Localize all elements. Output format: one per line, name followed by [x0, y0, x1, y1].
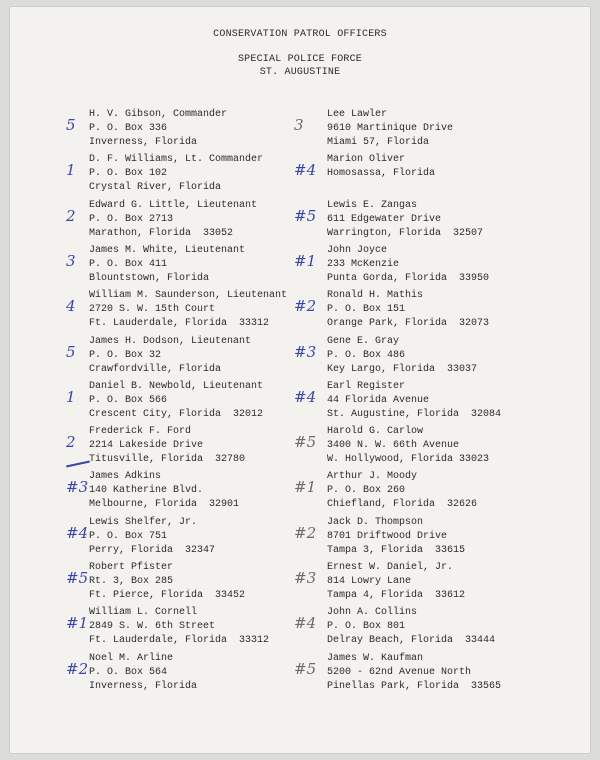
handwritten-group-number: 5 — [66, 343, 76, 361]
officer-address-line: Homosassa, Florida — [327, 168, 436, 179]
officer-name: James M. White, Lieutenant — [89, 245, 246, 256]
officer-address-line: Crawfordville, Florida — [89, 364, 222, 375]
officer-name: William L. Cornell — [89, 607, 198, 618]
officer-entry — [327, 470, 577, 512]
officer-name: Ernest W. Daniel, Jr. — [327, 562, 454, 573]
officer-address-line: Ft. Pierce, Florida 33452 — [89, 590, 246, 601]
handwritten-group-number: 3 — [294, 116, 304, 134]
officer-name: Edward G. Little, Lieutenant — [89, 200, 258, 211]
handwritten-group-number: #5 — [294, 660, 317, 678]
officer-address-line: P. O. Box 32 — [89, 350, 162, 361]
officer-address-line: 8701 Driftwood Drive — [327, 531, 448, 542]
officer-name: Earl Register — [327, 381, 406, 392]
document-subtitle-line2: ST. AUGUSTINE — [259, 67, 341, 78]
handwritten-group-number: #5 — [66, 569, 89, 587]
officer-name: Marion Oliver — [327, 154, 406, 165]
officer-address-line: Pinellas Park, Florida 33565 — [327, 681, 502, 692]
handwritten-group-number: #4 — [294, 161, 317, 179]
officer-address-line: P. O. Box 801 — [327, 621, 406, 632]
officer-address-line: 2214 Lakeside Drive — [89, 440, 204, 451]
officer-address-line: P. O. Box 2713 — [89, 214, 174, 225]
officer-name: Jack D. Thompson — [327, 517, 424, 528]
officer-name: James W. Kaufman — [327, 653, 424, 664]
officer-entry — [327, 425, 577, 467]
officer-address-line: P. O. Box 151 — [327, 304, 406, 315]
officer-address-line: Inverness, Florida — [89, 681, 198, 692]
officer-address-line: Rt. 3, Box 285 — [89, 576, 174, 587]
officer-address-line: 611 Edgewater Drive — [327, 214, 442, 225]
officer-address-line: P. O. Box 564 — [89, 667, 168, 678]
officer-address-line: 5200 - 62nd Avenue North — [327, 667, 472, 678]
officer-address-line: Chiefland, Florida 32626 — [327, 499, 478, 510]
officer-address-line: 140 Katherine Blvd. — [89, 485, 204, 496]
officer-address-line — [327, 181, 577, 195]
officer-address-line: Blountstown, Florida — [89, 273, 210, 284]
officer-address-line: Ft. Lauderdale, Florida 33312 — [89, 635, 270, 646]
officer-name: James H. Dodson, Lieutenant — [89, 336, 252, 347]
handwritten-group-number: #3 — [66, 478, 89, 496]
officer-name: Robert Pfister — [89, 562, 174, 573]
officer-address-line: Inverness, Florida — [89, 137, 198, 148]
handwritten-group-number: 1 — [66, 388, 76, 406]
officer-name: Gene E. Gray — [327, 336, 400, 347]
handwritten-group-number: #5 — [294, 433, 317, 451]
officer-address-line: P. O. Box 260 — [327, 485, 406, 496]
handwritten-group-number: 2 — [66, 207, 76, 225]
officer-address-line: Titusville, Florida 32780 — [89, 454, 246, 465]
officer-address-line: Marathon, Florida 33052 — [89, 228, 234, 239]
handwritten-group-number: 4 — [66, 297, 76, 315]
handwritten-group-number: #2 — [294, 524, 317, 542]
officer-address-line: 44 Florida Avenue — [327, 395, 430, 406]
document-title: CONSERVATION PATROL OFFICERS — [213, 29, 387, 40]
officer-address-line: 3400 N. W. 66th Avenue — [327, 440, 460, 451]
officer-address-line: P. O. Box 566 — [89, 395, 168, 406]
handwritten-group-number: 2 — [66, 433, 76, 451]
officer-name: H. V. Gibson, Commander — [89, 109, 228, 120]
officer-address-line: P. O. Box 751 — [89, 531, 168, 542]
officer-name: Lewis Shelfer, Jr. — [89, 517, 198, 528]
officer-address-line: W. Hollywood, Florida 33023 — [327, 454, 490, 465]
officer-address-line: Melbourne, Florida 32901 — [89, 499, 240, 510]
handwritten-group-number: 1 — [66, 161, 76, 179]
officer-entry — [327, 516, 577, 558]
officer-address-line: Orange Park, Florida 32073 — [327, 318, 490, 329]
document-page — [10, 7, 590, 753]
officer-name: D. F. Williams, Lt. Commander — [89, 154, 264, 165]
officer-address-line: P. O. Box 336 — [89, 123, 168, 134]
handwritten-group-number: #4 — [66, 524, 89, 542]
officer-address-line: 2849 S. W. 6th Street — [89, 621, 216, 632]
officer-address-line: Punta Gorda, Florida 33950 — [327, 273, 490, 284]
officer-entry — [327, 244, 577, 286]
handwritten-group-number: #2 — [66, 660, 89, 678]
officer-address-line: P. O. Box 486 — [327, 350, 406, 361]
officer-entry — [327, 153, 577, 195]
officer-name: Lewis E. Zangas — [327, 200, 418, 211]
officer-address-line: Crescent City, Florida 32012 — [89, 409, 264, 420]
handwritten-group-number: #3 — [294, 343, 317, 361]
officer-entry — [327, 335, 577, 377]
officer-name: Lee Lawler — [327, 109, 388, 120]
handwritten-group-number: #5 — [294, 207, 317, 225]
handwritten-group-number: #3 — [294, 569, 317, 587]
handwritten-group-number: 5 — [66, 116, 76, 134]
officer-address-line: P. O. Box 102 — [89, 168, 168, 179]
officer-address-line: P. O. Box 411 — [89, 259, 168, 270]
handwritten-group-number: #1 — [294, 478, 317, 496]
officer-address-line: Key Largo, Florida 33037 — [327, 364, 478, 375]
officer-address-line: Miami 57, Florida — [327, 137, 430, 148]
officer-address-line: St. Augustine, Florida 32084 — [327, 409, 502, 420]
handwritten-group-number: 3 — [66, 252, 76, 270]
officer-name: Daniel B. Newbold, Lieutenant — [89, 381, 264, 392]
officer-address-line: Tampa 4, Florida 33612 — [327, 590, 466, 601]
officer-name: Frederick F. Ford — [89, 426, 192, 437]
handwritten-group-number: #4 — [294, 614, 317, 632]
officer-name: Ronald H. Mathis — [327, 290, 424, 301]
officer-address-line: Crystal River, Florida — [89, 182, 222, 193]
officer-name: John A. Collins — [327, 607, 418, 618]
officer-entry — [327, 108, 577, 150]
handwritten-group-number: #1 — [294, 252, 317, 270]
officer-address-line: 2720 S. W. 15th Court — [89, 304, 216, 315]
officer-address-line: Delray Beach, Florida 33444 — [327, 635, 496, 646]
officer-address-line: 814 Lowry Lane — [327, 576, 412, 587]
officer-name: Harold G. Carlow — [327, 426, 424, 437]
officer-address-line: Ft. Lauderdale, Florida 33312 — [89, 318, 270, 329]
officer-name: James Adkins — [89, 471, 162, 482]
officer-name: John Joyce — [327, 245, 388, 256]
handwritten-group-number: #1 — [66, 614, 89, 632]
officer-address-line: 233 McKenzie — [327, 259, 400, 270]
officer-entry — [327, 561, 577, 603]
ink-dash — [66, 461, 90, 468]
officer-address-line: Warrington, Florida 32507 — [327, 228, 484, 239]
officer-name: William M. Saunderson, Lieutenant — [89, 290, 288, 301]
officer-address-line: Perry, Florida 32347 — [89, 545, 216, 556]
handwritten-group-number: #4 — [294, 388, 317, 406]
officer-address-line: 9610 Martinique Drive — [327, 123, 454, 134]
officer-entry — [327, 289, 577, 331]
officer-entry — [327, 606, 577, 648]
officer-entry — [327, 380, 577, 422]
officer-entry — [327, 199, 577, 241]
officer-address-line: Tampa 3, Florida 33615 — [327, 545, 466, 556]
officer-name: Noel M. Arline — [89, 653, 174, 664]
document-subtitle-line1: SPECIAL POLICE FORCE — [237, 54, 363, 65]
handwritten-group-number: #2 — [294, 297, 317, 315]
officer-name: Arthur J. Moody — [327, 471, 418, 482]
officer-entry — [327, 652, 577, 694]
